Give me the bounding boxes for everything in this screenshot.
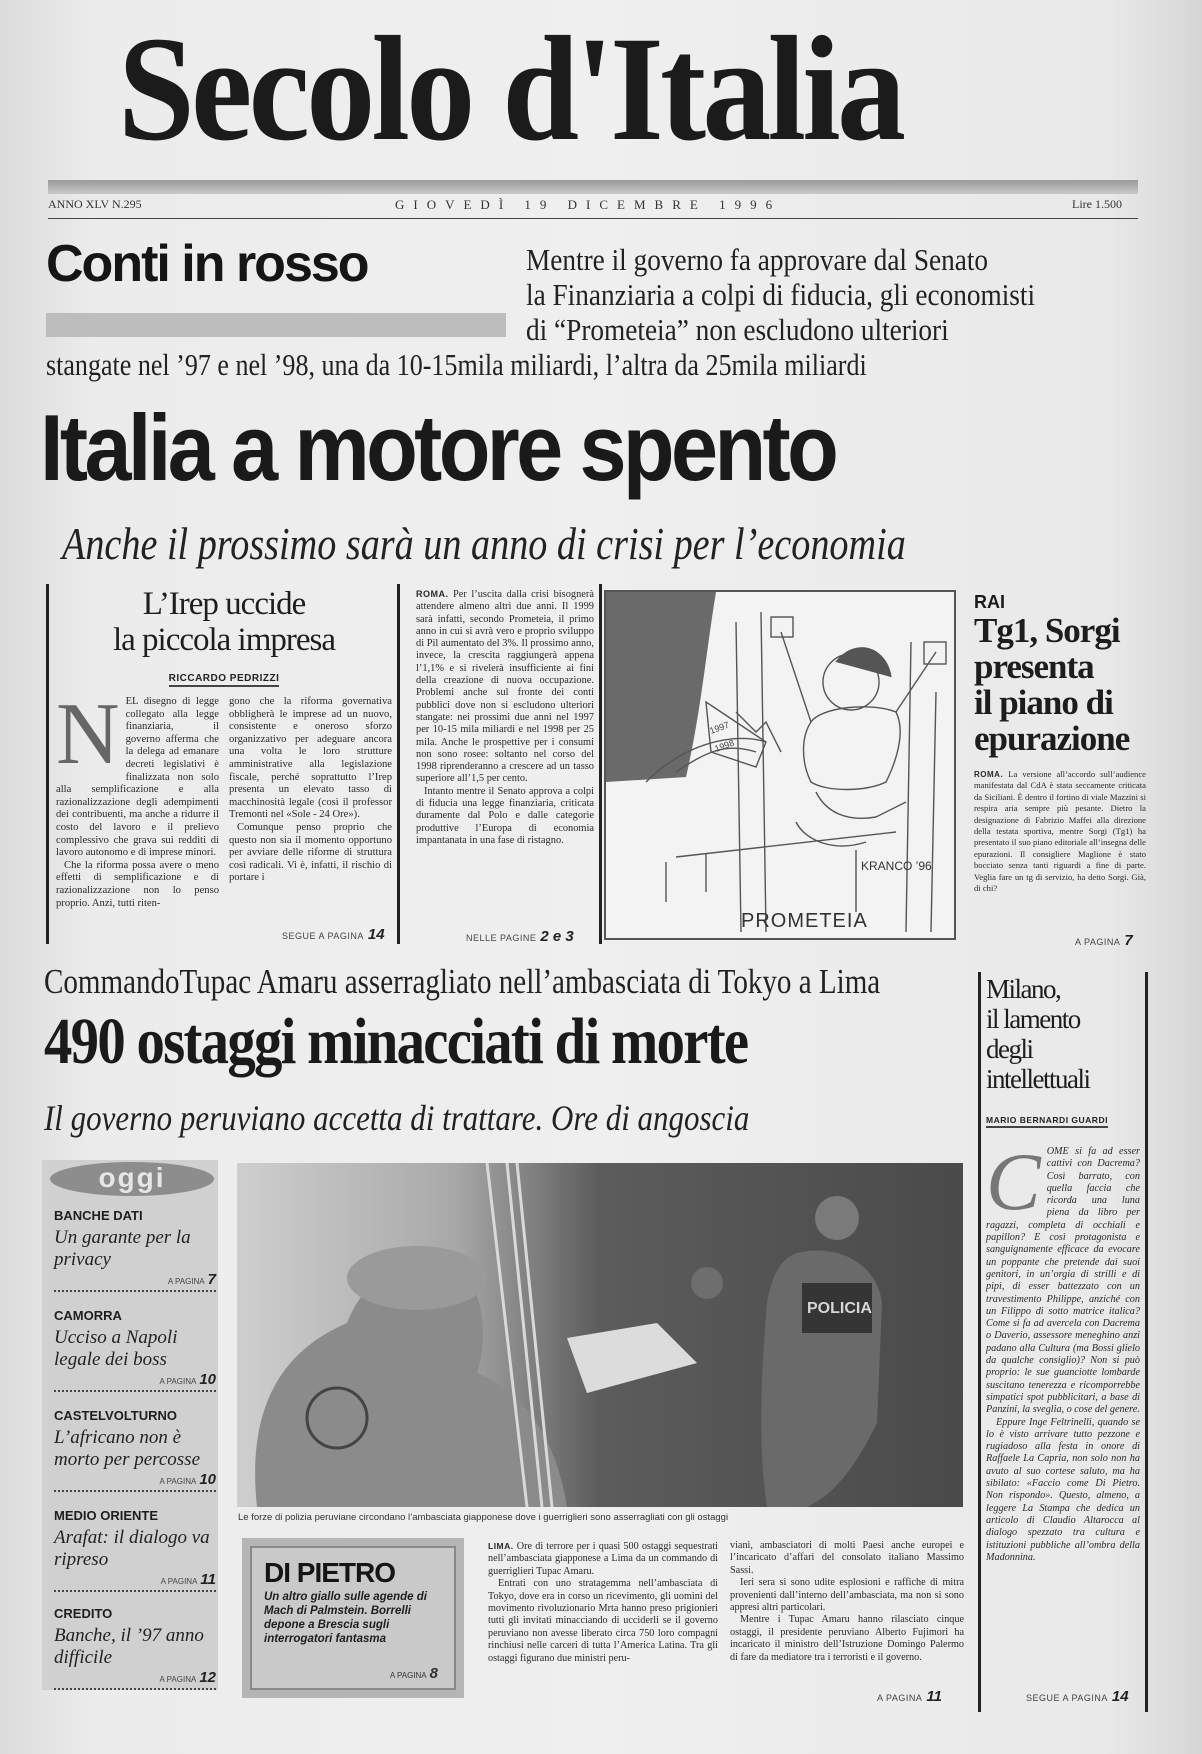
- oggi-item[interactable]: [54, 1408, 216, 1492]
- milano-body1: [986, 1136, 1140, 1417]
- oggi-label: oggi: [50, 1162, 214, 1196]
- photo-police-label: POLICIA: [807, 1300, 872, 1317]
- irep-continue-ref[interactable]: [282, 926, 385, 943]
- irep-title-line1[interactable]: L’Irep uccide: [142, 586, 306, 622]
- photo-caption: Le forze di polizia peruviane circondano l’ambasciata giapponese dove i guerriglieri sono asserragliati con gli ostaggi: [238, 1512, 729, 1523]
- ref-page: 11: [926, 1688, 942, 1705]
- lead-kicker-last-line: stangate nel ’97 e nel ’98, una da 10-15mila miliardi, l’altra da 25mila miliardi: [46, 347, 867, 382]
- oggi-headline: Banche, il ’97 anno difficile: [54, 1625, 204, 1668]
- ref-page: 7: [1124, 932, 1133, 949]
- milano-continue-ref[interactable]: [1026, 1688, 1129, 1705]
- dotted-divider: [54, 1490, 216, 1492]
- kicker-bar: [46, 313, 506, 337]
- ref-page: 14: [1111, 1688, 1129, 1705]
- rai-body: La versione all’accordo sull’audience manifestata dal CdA è stata seccamente criticata da Siciliani. È dentro il fortino di viale Mazzini si respira aria sempre più pesante. Dietro la designazione di Fabrizio Maffei alla direzione della testata sportiva, mentre Sorgi (Tg1) ha presentato il suo piano editoriale all’insegna delle epurazioni. Il consigliere Maglione è stato bocciato senza tanti riguardi a fine di parte. Veglia fare un tg di servizio, ha detto Sorgi. Già, di chi?: [974, 769, 1146, 894]
- ref-page: 2 e 3: [540, 928, 574, 945]
- issue-number: ANNO XLV N.295: [48, 197, 142, 211]
- di-pietro-box[interactable]: [242, 1538, 464, 1698]
- lead-subheadline: Anche il prossimo sarà un anno di crisi per l’economia: [62, 518, 906, 569]
- oggi-category: CAMORRA: [54, 1308, 122, 1323]
- lima-subheadline: Il governo peruviano accetta di trattare. Ore di angoscia: [44, 1098, 750, 1138]
- irep-dropcap: N: [56, 686, 120, 783]
- photo-police-scene: [237, 1163, 963, 1507]
- ref-page: 14: [367, 926, 385, 943]
- rai-title-line[interactable]: Tg1, Sorgi: [974, 611, 1120, 650]
- editorial-cartoon: [604, 590, 956, 940]
- oggi-headline: Arafat: il dialogo va ripreso: [54, 1527, 210, 1570]
- irep-col1: [56, 686, 219, 860]
- cartoon-signature: KRANCO ’96: [861, 859, 932, 873]
- roma-article: [416, 588, 594, 847]
- lead-kicker-line: Mentre il governo fa approvare dal Senato: [526, 242, 989, 277]
- cartoon-drawing: [606, 592, 956, 940]
- rai-dateline: ROMA.: [974, 770, 1004, 779]
- oggi-page-ref: A PAGINA 10: [159, 1371, 216, 1388]
- dotted-divider: [54, 1590, 216, 1592]
- dotted-divider: [54, 1390, 216, 1392]
- rai-title-line[interactable]: presenta: [974, 647, 1094, 686]
- lead-headline[interactable]: Italia a motore spento: [40, 395, 836, 500]
- oggi-item[interactable]: [54, 1508, 216, 1592]
- lima-continue-ref[interactable]: [877, 1688, 942, 1705]
- di-pietro-page-ref: A PAGINA 8: [389, 1665, 438, 1682]
- lima-body-col2: [730, 1540, 964, 1664]
- lima-col1: Ore di terrore per i quasi 500 ostaggi sequestrati nell’ambasciata giapponese a Lima da un commando di guerriglieri Tupac Amaru.: [488, 1541, 718, 1577]
- oggi-page-ref: A PAGINA 7: [167, 1271, 216, 1288]
- oggi-page-ref: A PAGINA 10: [159, 1471, 216, 1488]
- milano-title-line[interactable]: il lamento: [986, 1004, 1080, 1034]
- oggi-category: BANCHE DATI: [54, 1208, 143, 1223]
- roma-para1: Per l’uscita dalla crisi bisognerà attendere almeno altri due anni. Il 1999 sarà infatti, secondo Prometeia, il primo anno in cui si avrà vero e proprio sviluppo di Pil aumentato del 3%. Il prossimo anno, invece, la crescita raggiungerà appena l’1,1% e si rivelerà insufficiente ai fini della creazione di nuova occupazione. Problemi anche sul fronte dei conti pubblici dove non si escludono ulteriori stangate: nei prossimi due anni nel 1997 per 10-15 mila miliardi e nel 1998 per 25 mila. Anche le prospettive per i consumi non sono rosee: soltanto nel corso del 1998 riprenderanno a crescere ad un tasso superiore all’1,5 per cento.: [416, 589, 594, 785]
- oggi-page-ref: A PAGINA 11: [160, 1571, 216, 1588]
- roma-continue-ref[interactable]: [466, 928, 574, 945]
- irep-col2b: Comunque penso proprio che questo non sia il momento opportuno per avviare delle riforme di struttura così radicali. Vi è, infatti, il rischio di portare i: [229, 821, 392, 884]
- column-rule: [397, 584, 400, 944]
- ref-label: SEGUE A PAGINA: [1026, 1693, 1108, 1703]
- lima-col2c: Mentre i Tupac Amaru hanno rilasciato cinque ostaggi, il presidente peruviano Alberto Fujimori ha incaricato il ministro dell’Istruzione Domingo Palermo di fare da mediatore tra i terroristi e il governo.: [730, 1614, 964, 1663]
- milano-body1-text: OME si fa ad esser cattivi con Dacrema? Così barrato, con quella faccia che ricorda una luna piena da libro per ragazzi, completa di occhiali e papillon? E così protagonista e sanguignamente efficace da evocare un poppante che pretende dai suoi genitori, in un’orgia di strilli e di pipì, di esser battezzato con un travestimento Philippe, anziché con un Filippo di sotto matrice italica? Come si fa ad avercela con Dacrema o Daverio, assessore meneghino anzi padano alla Cultura (ma Bossi glielo da qualche consiglio)? Non si può proprio: le sue guanciotte lombarde suscitano tenerezza e ricomporrebbe simpatici spot pubblicitari, a base di Panzini, la sveglia, o cose del genere.: [986, 1146, 1140, 1416]
- cartoon-caption: PROMETEIA: [741, 910, 868, 932]
- masthead-band: [48, 180, 1138, 194]
- lima-dateline: LIMA.: [488, 1541, 514, 1551]
- lima-kicker: CommandoTupac Amaru asserragliato nell’ambasciata di Tokyo a Lima: [44, 962, 881, 1001]
- news-photo: [237, 1163, 963, 1507]
- oggi-item[interactable]: [54, 1606, 216, 1690]
- milano-column: [986, 974, 1140, 1564]
- rai-continue-ref[interactable]: [1075, 932, 1133, 949]
- roma-dateline: ROMA.: [416, 589, 449, 599]
- issue-price: Lire 1.500: [1072, 197, 1122, 211]
- oggi-category: CASTELVOLTURNO: [54, 1408, 178, 1423]
- oggi-category: MEDIO ORIENTE: [54, 1508, 159, 1523]
- irep-article: [56, 586, 392, 910]
- column-rule: [599, 584, 602, 944]
- column-rule: [46, 584, 49, 944]
- irep-col2: gono che la riforma governativa obbligherà le imprese ad un nuovo, consistente e oneroso sforzo organizzativo per adeguare ancora una volta le loro strutture amministrative alla legislazione fiscale, perché soprattutto l’Irep presenta un elevato tasso di macchinosità legale (così il professor Tremonti nel «Sole - 24 Ore»).: [229, 696, 392, 821]
- oggi-item[interactable]: [54, 1308, 216, 1392]
- oggi-page-ref: A PAGINA 12: [159, 1669, 216, 1686]
- oggi-headline: Ucciso a Napoli legale dei boss: [54, 1327, 178, 1370]
- lima-col2b: Ieri sera si sono udite esplosioni e raffiche di mitra provenienti dall’interno dell’ambasciata, ma non si sono appresi altri particolari.: [730, 1577, 964, 1614]
- dotted-divider: [54, 1688, 216, 1690]
- milano-title-line[interactable]: degli intellettuali: [986, 1034, 1090, 1094]
- irep-col1b: Che la riforma possa avere o meno effetti di semplificazione e di razionalizzazione non lo penso proprio. Anzi, tutti riten-: [56, 859, 219, 909]
- rai-article: [974, 592, 1146, 894]
- milano-title-line[interactable]: Milano,: [986, 974, 1061, 1004]
- irep-col1-text: EL disegno di legge collegato alla legge finanziaria, il governo afferma che la delega ad emanare decreti legislativi è finalizzata non solo alla semplificazione e alla razionalizzazione degli adempimenti dei contribuenti, ma anche a ridurre il costo del lavoro e il prelievo complessivo che grava sui redditi di lavoro autonomo e di imprese minori.: [56, 696, 219, 859]
- lead-kicker-line: la Finanziaria a colpi di fiducia, gli economisti: [526, 277, 1036, 312]
- lima-col2: viani, ambasciatori di molti Paesi anche europei e l’incaricato d’affari del consolato italiano Massimo Sassi.: [730, 1540, 964, 1576]
- rai-title-line[interactable]: il piano di: [974, 683, 1113, 722]
- oggi-headline: Un garante per la privacy: [54, 1227, 191, 1270]
- di-pietro-title: DI PIETRO: [264, 1557, 396, 1588]
- milano-byline: MARIO BERNARDI GUARDI: [986, 1115, 1108, 1128]
- oggi-category: CREDITO: [54, 1606, 113, 1621]
- column-rule: [1145, 972, 1148, 1712]
- lima-headline[interactable]: 490 ostaggi minacciati di morte: [44, 1005, 748, 1078]
- di-pietro-text: Un altro giallo sulle agende di Mach di Palmstein. Borrelli depone a Brescia sugli interrogatori fantasma: [264, 1591, 427, 1645]
- ref-label: NELLE PAGINE: [466, 933, 537, 943]
- svg-text:1998: 1998: [713, 737, 736, 754]
- lima-col1b: Entrati con uno stratagemma nell’ambasciata di Tokyo, dove era in corso un ricevimento, gli uomini del movimento rivoluzionario Mrta hanno preso prigionieri tutti gli invitati minacciando di ucciderli se il governo peruviano non avesse liberato circa 750 loro compagni rinchiusi nelle carceri di tutta l’America Latina. Tra gli ostaggi figurano due ministri peru-: [488, 1578, 718, 1664]
- cartoon-year-label: 1997: [708, 719, 731, 736]
- rai-title-line[interactable]: epurazione: [974, 719, 1130, 758]
- column-rule: [978, 972, 981, 1712]
- ref-label: A PAGINA: [877, 1693, 923, 1703]
- masthead-title: Secolo d'Italia: [118, 6, 903, 172]
- dotted-divider: [54, 1290, 216, 1292]
- ref-label: SEGUE A PAGINA: [282, 931, 364, 941]
- milano-dropcap: C: [986, 1136, 1041, 1227]
- lead-kicker-title: Conti in rosso: [46, 235, 368, 293]
- oggi-headline: L’africano non è morto per percosse: [54, 1427, 200, 1470]
- rai-kicker: RAI: [974, 592, 1005, 612]
- lead-kicker-line: di “Prometeia” non escludono ulteriori: [526, 312, 949, 347]
- irep-byline: RICCARDO PEDRIZZI: [169, 673, 280, 687]
- irep-title-line2[interactable]: la piccola impresa: [112, 622, 336, 658]
- lima-body-col1: [488, 1540, 718, 1665]
- masthead-divider: [48, 218, 1138, 219]
- milano-body2: Eppure Inge Feltrinelli, quando se lo è visto arrivare tutto pezzone e rugiadoso alla festa in onore di Raffaele La Capria, non solo non ha avuto al suo cortese saluto, ma ha sibilato: «Faccio come Di Pietro. Non rispondo». Questo, almeno, a leggere La Stampa che dedica un articolo di Claudio Altarocca al dialogo spezzato tra cultura e istituzioni pubbliche all’ombra della Madonnina.: [986, 1416, 1140, 1563]
- oggi-item[interactable]: [54, 1208, 216, 1292]
- ref-label: A PAGINA: [1075, 937, 1121, 947]
- roma-para2: Intanto mentre il Senato approva a colpi di fiducia una legge finanziaria, criticata duramente dal Polo e dalle categorie produttive l’Europa di economia impantanata in una fase di ristagno.: [416, 785, 594, 846]
- issue-date: GIOVEDÌ 19 DICEMBRE 1996: [395, 197, 782, 212]
